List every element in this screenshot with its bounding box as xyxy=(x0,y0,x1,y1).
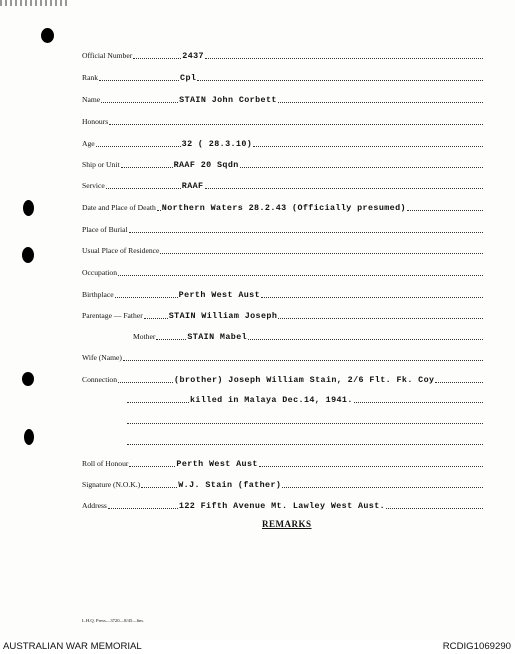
father-label: Parentage — Father xyxy=(82,311,143,320)
death-label: Date and Place of Death xyxy=(82,203,156,212)
ship-or-unit-value: RAAF 20 Sqdn xyxy=(173,160,239,170)
field-service xyxy=(82,178,484,192)
field-address xyxy=(82,498,484,512)
archive-name: AUSTRALIAN WAR MEMORIAL xyxy=(3,641,142,652)
connection-line-2 xyxy=(126,392,484,406)
remarks-heading: REMARKS xyxy=(262,519,312,529)
punch-hole-2 xyxy=(23,200,34,216)
field-rank xyxy=(82,70,484,84)
field-ship-or-unit xyxy=(82,157,484,171)
edge-scan-mark xyxy=(0,0,70,6)
field-residence xyxy=(82,243,484,257)
field-father xyxy=(82,308,484,322)
rank-value: Cpl xyxy=(180,73,197,83)
field-roll-of-honour xyxy=(82,456,484,470)
connection-label: Connection xyxy=(82,375,118,384)
connection-line-3 xyxy=(126,413,484,427)
wife-label: Wife (Name) xyxy=(82,353,122,362)
field-age xyxy=(82,136,484,150)
father-value: STAIN William Joseph xyxy=(168,311,278,321)
official-number-value: 2437 xyxy=(182,51,204,61)
age-value: 32 ( 28.3.10) xyxy=(181,139,253,149)
service-label: Service xyxy=(82,181,105,190)
field-mother xyxy=(133,329,484,343)
punch-hole-1 xyxy=(41,28,54,43)
field-place-of-burial xyxy=(82,222,484,236)
name-label: Name xyxy=(82,95,101,104)
field-connection xyxy=(82,372,484,386)
age-label: Age xyxy=(82,139,95,148)
field-date-place-of-death xyxy=(82,200,484,214)
field-official-number xyxy=(82,48,484,62)
official-number-label: Official Number xyxy=(82,51,133,60)
birthplace-value: Perth West Aust xyxy=(178,290,261,300)
death-value: Northern Waters 28.2.43 (Officially presumed) xyxy=(161,203,406,213)
field-wife xyxy=(82,350,484,364)
connection-value-line-2: killed in Malaya Dec.14, 1941. xyxy=(190,395,353,405)
service-value: RAAF xyxy=(181,181,204,191)
rank-label: Rank xyxy=(82,73,99,82)
field-signature xyxy=(82,477,484,491)
field-birthplace xyxy=(82,287,484,301)
birthplace-label: Birthplace xyxy=(82,290,114,299)
mother-value: STAIN Mabel xyxy=(187,332,248,342)
printer-imprint: L.H.Q. Press—3720—8/45—6m. xyxy=(82,618,144,623)
occupation-label: Occupation xyxy=(82,268,118,277)
connection-line-4 xyxy=(126,434,484,448)
punch-hole-4 xyxy=(22,372,34,386)
name-value: STAIN John Corbett xyxy=(179,95,277,105)
archive-footer xyxy=(0,640,515,654)
signature-label: Signature (N.O.K.) xyxy=(82,480,141,489)
mother-label: Mother xyxy=(133,332,156,341)
punch-hole-5 xyxy=(24,429,34,445)
address-value: 122 Fifth Avenue Mt. Lawley West Aust. xyxy=(178,501,386,511)
residence-label: Usual Place of Residence xyxy=(82,246,160,255)
field-occupation xyxy=(82,265,484,279)
ship-or-unit-label: Ship or Unit xyxy=(82,160,120,169)
roll-of-honour-label: Roll of Honour xyxy=(82,459,129,468)
punch-hole-3 xyxy=(22,247,34,263)
connection-value: (brother) Joseph William Stain, 2/6 Flt. Fk. Coy xyxy=(174,375,435,385)
signature-value: W.J. Stain (father) xyxy=(178,480,282,490)
field-name xyxy=(82,92,484,106)
roll-of-honour-value: Perth West Aust xyxy=(176,459,258,469)
record-id: RCDIG1069290 xyxy=(442,641,511,652)
field-honours xyxy=(82,114,484,128)
burial-label: Place of Burial xyxy=(82,225,128,234)
address-label: Address xyxy=(82,501,107,510)
honours-label: Honours xyxy=(82,117,109,126)
